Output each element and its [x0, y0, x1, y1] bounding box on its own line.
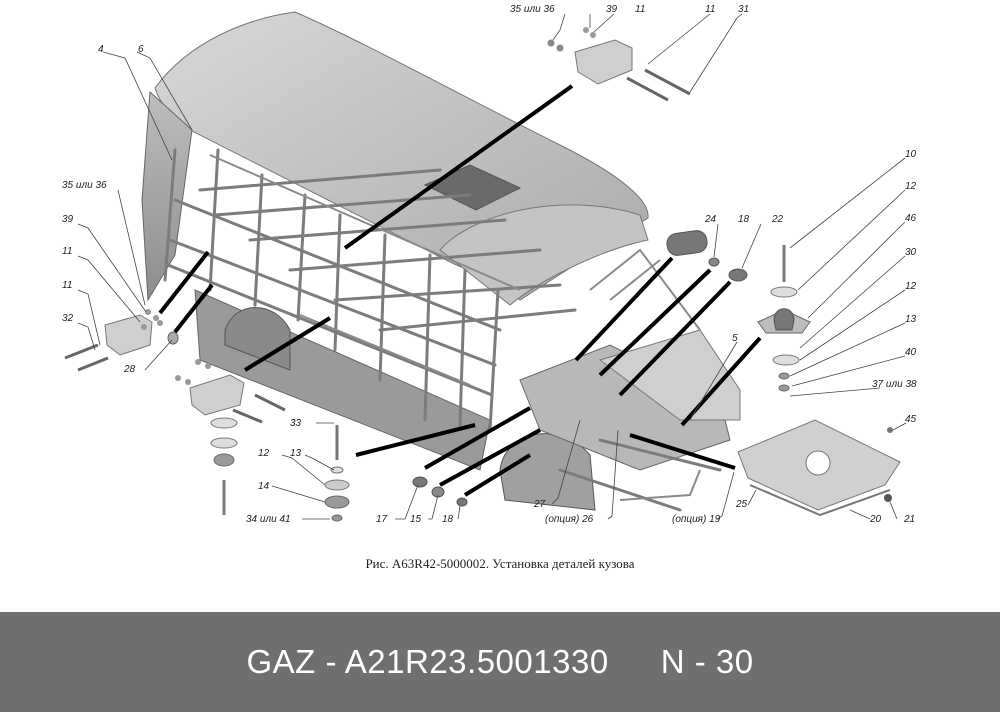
callout-28: 28 [124, 364, 136, 375]
bracket-left-upper [105, 315, 152, 355]
callout-6: 6 [138, 44, 144, 55]
callout-13-right: 13 [905, 314, 917, 325]
callout-46: 46 [905, 213, 917, 224]
bracket-top [575, 40, 632, 84]
banner-text [246, 643, 753, 681]
callout-32: 32 [62, 313, 74, 324]
callout-13-left: 13 [290, 448, 302, 459]
callout-18-top: 18 [738, 214, 750, 225]
callout-27: 27 [534, 499, 546, 510]
bracket-left-lower [190, 375, 244, 415]
callout-34-41: 34 или 41 [246, 514, 291, 525]
callout-37-38: 37 или 38 [872, 379, 917, 390]
callout-4: 4 [98, 44, 104, 55]
callout-14: 14 [258, 481, 270, 492]
callout-17: 17 [376, 514, 388, 525]
callout-18-bottom: 18 [442, 514, 454, 525]
callout-40: 40 [905, 347, 917, 358]
figure-caption: Рис. А63R42-5000002. Установка деталей кузова [365, 556, 635, 571]
part-number-banner [0, 612, 1000, 712]
callout-12-right-a: 12 [905, 181, 917, 192]
callout-35-36-top: 35 или 36 [510, 4, 555, 15]
callout-35-36-left: 35 или 36 [62, 180, 107, 191]
callout-39-top: 39 [606, 4, 618, 15]
callout-12-left: 12 [258, 448, 270, 459]
callout-26: (опция) 26 [545, 514, 594, 525]
callout-33: 33 [290, 418, 302, 429]
callout-20: 20 [870, 514, 882, 525]
callout-31: 31 [738, 4, 750, 15]
callout-22: 22 [772, 214, 784, 225]
quantity-number: N - 30 [660, 643, 754, 680]
callout-12-right-b: 12 [905, 281, 917, 292]
part-number: GAZ - A21R23.5001330 [246, 643, 609, 680]
callout-45: 45 [905, 414, 917, 425]
callout-11-top-b: 11 [705, 4, 716, 15]
callout-15: 15 [410, 514, 422, 525]
callout-30: 30 [905, 247, 917, 258]
callout-19: (опция) 19 [672, 514, 721, 525]
callout-39-left: 39 [62, 214, 74, 225]
callout-11-top-a: 11 [635, 4, 646, 15]
callout-25: 25 [736, 499, 748, 510]
callout-10: 10 [905, 149, 917, 160]
callout-11-left-b: 11 [62, 280, 73, 291]
callout-11-left-a: 11 [62, 246, 73, 257]
callout-24: 24 [705, 214, 717, 225]
callout-5: 5 [732, 333, 738, 344]
callout-21: 21 [904, 514, 916, 525]
